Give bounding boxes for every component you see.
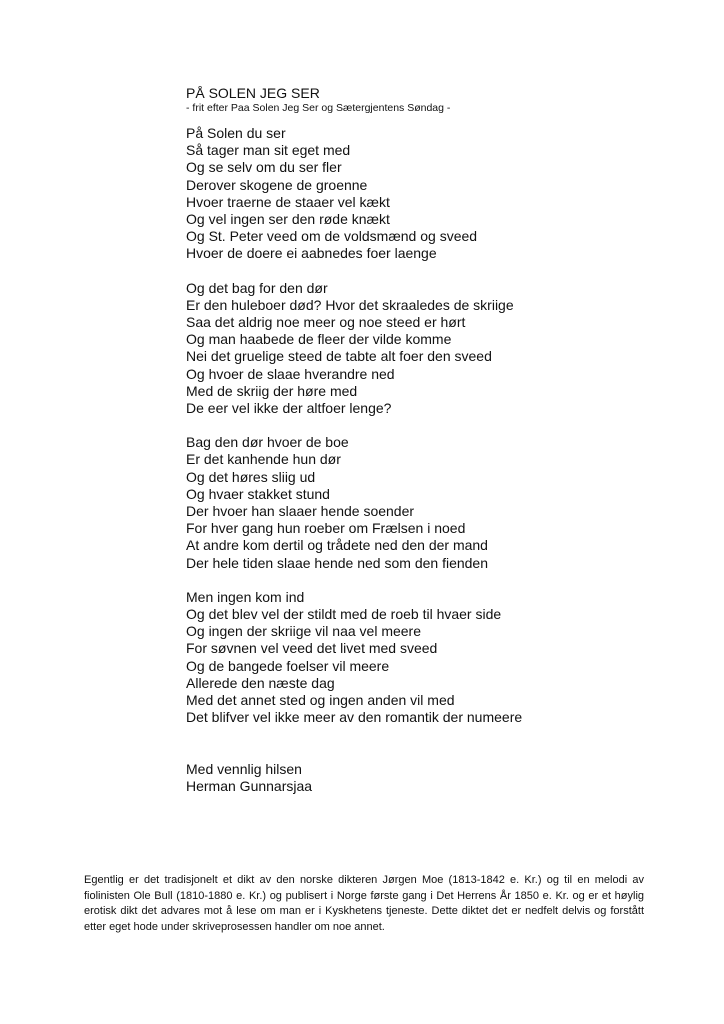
poem-line: Er det kanhende hun dør — [186, 451, 341, 468]
poem-subtitle: - frit efter Paa Solen Jeg Ser og Sætergjentens Søndag - — [186, 102, 451, 114]
poem-title: PÅ SOLEN JEG SER — [186, 85, 320, 101]
poem-line: På Solen du ser — [186, 125, 286, 141]
poem-line: Og se selv om du ser fler — [186, 159, 342, 176]
poem-line: Derover skogene de groenne — [186, 176, 368, 193]
poem-line: Og hvoer de slaae hverandre ned — [186, 365, 395, 382]
poem-line: Med det annet sted og ingen anden vil med — [186, 692, 455, 709]
poem-line: Saa det aldrig noe meer og noe steed er hørt — [186, 314, 466, 331]
poem-line: Med de skriig der høre med — [186, 382, 358, 399]
poem-line: Er den huleboer død? Hvor det skraaledes de skriige — [186, 296, 514, 313]
poem-line: For hver gang hun roeber om Frælsen i noed — [186, 520, 466, 537]
closing-greeting: Med vennlig hilsen — [186, 760, 302, 777]
poem-line: Nei det gruelige steed de tabte alt foer den sveed — [186, 348, 492, 365]
stanza-2 — [186, 280, 686, 418]
poem-line: Der hvoer han slaaer hende soender — [186, 503, 415, 520]
stanza-4 — [186, 589, 686, 727]
poem-line: Og St. Peter veed om de voldsmænd og sveed — [186, 228, 478, 245]
poem-line: Og de bangede foelser vil meere — [186, 657, 390, 674]
author-name: Herman Gunnarsjaa — [186, 777, 313, 794]
signoff — [186, 761, 686, 795]
poem-line: For søvnen vel veed det livet med sveed — [186, 640, 438, 657]
poem-line: Og ingen der skriige vil naa vel meere — [186, 623, 422, 640]
poem-line: Hvoer de doere ei aabnedes foer laenge — [186, 245, 437, 262]
stanza-3 — [186, 434, 686, 572]
poem-line: At andre kom dertil og trådete ned den der mand — [186, 537, 488, 554]
poem-line: Og man haabede de fleer der vilde komme — [186, 331, 452, 348]
poem-line: Men ingen kom ind — [186, 588, 305, 605]
footnote: Egentlig er det tradisjonelt et dikt av den norske dikteren Jørgen Moe (1813-1842 e. Kr.) og til en melodi av fiolinisten Ole Bull (1810-1880 e. Kr.) og publisert i Norge første gang i Det Herrens År 1850 e. Kr. og er et høylig erotisk dikt det advares mot å lese om man er i Kyskhetens tjeneste. Dette diktet det er nedfelt delvis og forstått etter eget hode under skriveprosessen handler om noe annet. — [84, 874, 644, 933]
stanza-1 — [186, 125, 686, 263]
poem-line: Der hele tiden slaae hende ned som den fienden — [186, 554, 488, 571]
poem-line: De eer vel ikke der altfoer lenge? — [186, 400, 392, 417]
poem-line: Og det høres sliig ud — [186, 468, 316, 485]
poem-line: Og vel ingen ser den røde knækt — [186, 211, 390, 228]
poem-line: Og det blev vel der stildt med de roeb til hvaer side — [186, 606, 502, 623]
poem-line: Bag den dør hvoer de boe — [186, 434, 349, 451]
poem-line: Det blifver vel ikke meer av den romantik der numeere — [186, 709, 523, 726]
poem-line: Allerede den næste dag — [186, 674, 335, 691]
poem-line: Så tager man sit eget med — [186, 142, 351, 159]
poem-line: Hvoer traerne de staaer vel kækt — [186, 193, 390, 210]
poem-line: Og hvaer stakket stund — [186, 485, 330, 502]
poem-line: Og det bag for den dør — [186, 279, 328, 296]
poem — [186, 85, 686, 795]
